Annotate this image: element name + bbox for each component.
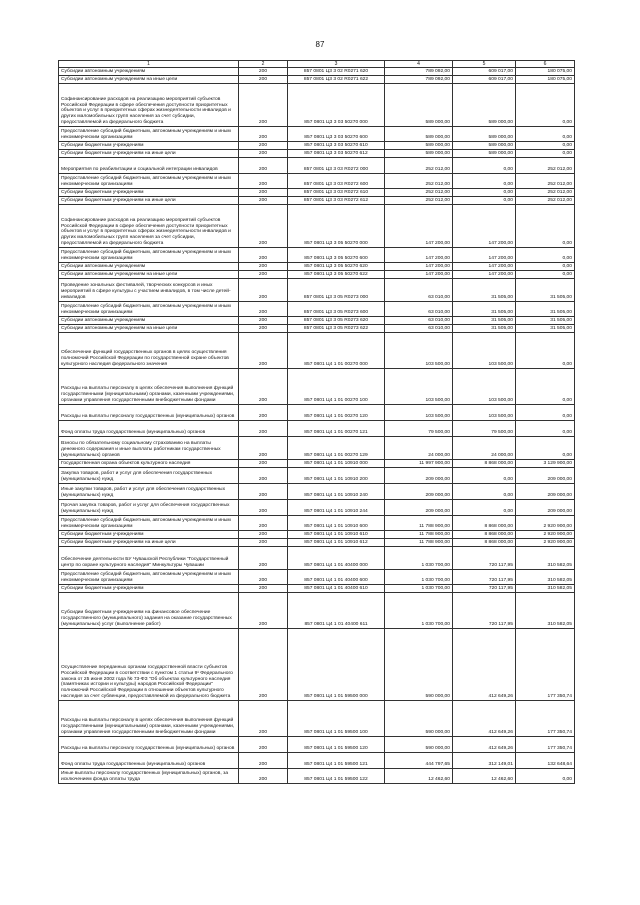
line-code-cell: 200 <box>239 585 288 593</box>
classification-code-cell: 857 0801 Ц3 3 03 50270 612 <box>288 150 385 158</box>
table-row <box>59 468 575 484</box>
table-row <box>59 271 575 279</box>
unexecuted-amount-cell: 132 648,64 <box>516 753 575 769</box>
unexecuted-amount-cell: 0,00 <box>516 142 575 150</box>
line-code-cell: 200 <box>239 142 288 150</box>
executed-amount-cell: 8 868 000,00 <box>453 460 516 468</box>
unexecuted-amount-cell: 0,00 <box>516 333 575 369</box>
unexecuted-amount-cell: 0,00 <box>516 421 575 437</box>
budget-execution-table <box>58 60 575 784</box>
classification-code-cell: 857 0801 Ц3 3 03 R0272 000 <box>288 158 385 174</box>
classification-code-cell: 857 0801 Ц4 1 01 59500 100 <box>288 701 385 737</box>
approved-amount-cell: 24 000,00 <box>385 437 453 460</box>
unexecuted-amount-cell: 0,00 <box>516 263 575 271</box>
approved-amount-cell: 12 462,60 <box>385 769 453 784</box>
table-row <box>59 84 575 127</box>
table-row <box>59 205 575 248</box>
executed-amount-cell: 0,00 <box>453 500 516 516</box>
expense-name-cell: Субсидии автономным учреждениям на иные цели <box>59 271 239 279</box>
table-row <box>59 76 575 84</box>
expense-name-cell: Иные закупки товаров, работ и услуг для обеспечения государственных (муниципальных) нужд <box>59 484 239 500</box>
classification-code-cell: 857 0801 Ц4 1 01 10910 610 <box>288 531 385 539</box>
expense-name-cell: Проведение зональных фестивалей, творческих конкурсов и иных мероприятий в сфере культуры с участием инвалидов, в том числе детей-инвалидов <box>59 279 239 302</box>
unexecuted-amount-cell: 2 920 900,00 <box>516 516 575 531</box>
classification-code-cell: 857 0801 Ц3 3 05 R0273 622 <box>288 325 385 333</box>
line-code-cell: 200 <box>239 468 288 484</box>
line-code-cell: 200 <box>239 189 288 197</box>
executed-amount-cell: 0,00 <box>453 174 516 189</box>
unexecuted-amount-cell: 31 505,00 <box>516 325 575 333</box>
table-row <box>59 753 575 769</box>
line-code-cell: 200 <box>239 516 288 531</box>
unexecuted-amount-cell: 209 000,00 <box>516 468 575 484</box>
approved-amount-cell: 11 788 900,00 <box>385 516 453 531</box>
executed-amount-cell: 0,00 <box>453 189 516 197</box>
unexecuted-amount-cell: 0,00 <box>516 271 575 279</box>
expense-name-cell: Субсидии бюджетным учреждениям <box>59 585 239 593</box>
expense-name-cell: Обеспечение деятельности БУ Чувашской Республики "Государственный центр по охране культурного наследия" Минкультуры Чувашии <box>59 547 239 570</box>
classification-code-cell: 857 0801 Ц3 3 03 R0272 600 <box>288 174 385 189</box>
line-code-cell: 200 <box>239 197 288 205</box>
column-number: 1 <box>59 61 239 68</box>
approved-amount-cell: 589 000,00 <box>385 142 453 150</box>
executed-amount-cell: 147 200,00 <box>453 205 516 248</box>
table-row <box>59 769 575 784</box>
executed-amount-cell: 147 200,00 <box>453 248 516 263</box>
executed-amount-cell: 103 500,00 <box>453 369 516 405</box>
executed-amount-cell: 720 117,95 <box>453 585 516 593</box>
table-row <box>59 460 575 468</box>
approved-amount-cell: 589 000,00 <box>385 150 453 158</box>
table-row <box>59 317 575 325</box>
executed-amount-cell: 412 649,26 <box>453 701 516 737</box>
unexecuted-amount-cell: 310 582,05 <box>516 547 575 570</box>
line-code-cell: 200 <box>239 84 288 127</box>
approved-amount-cell: 1 030 700,00 <box>385 593 453 629</box>
table-row <box>59 68 575 76</box>
unexecuted-amount-cell: 252 012,00 <box>516 158 575 174</box>
classification-code-cell: 857 0801 Ц3 3 05 R0273 600 <box>288 302 385 317</box>
unexecuted-amount-cell: 31 505,00 <box>516 302 575 317</box>
classification-code-cell: 857 0801 Ц4 1 01 10910 600 <box>288 516 385 531</box>
unexecuted-amount-cell: 0,00 <box>516 150 575 158</box>
expense-name-cell: Обеспечение функций государственных органов в целях осуществления полномочий Российской Федерации по государственной охране объектов культурного наследия федерального значения <box>59 333 239 369</box>
classification-code-cell: 857 0801 Ц3 3 03 R0272 612 <box>288 197 385 205</box>
approved-amount-cell: 444 797,65 <box>385 753 453 769</box>
classification-code-cell: 857 0801 Ц3 3 05 50270 620 <box>288 263 385 271</box>
line-code-cell: 200 <box>239 570 288 585</box>
table-row <box>59 421 575 437</box>
approved-amount-cell: 252 012,00 <box>385 174 453 189</box>
approved-amount-cell: 147 200,00 <box>385 248 453 263</box>
expense-name-cell: Осуществление переданных органам государственной власти субъектов Российской Федерации в соответствии с пунктом 1 статьи 9¹ Федерального закона от 25 июня 2002 года № 73-ФЗ "Об объектах культурного наследия (памятниках истории и культуры) народов Российской Федерации" полномочий Российской Федерации в отношении объектов культурного наследия за счет субвенции, предоставляемой из федерального бюджета <box>59 629 239 701</box>
expense-name-cell: Субсидии бюджетным учреждениям <box>59 142 239 150</box>
expense-name-cell: Фонд оплаты труда государственных (муниципальных) органов <box>59 753 239 769</box>
executed-amount-cell: 609 017,00 <box>453 68 516 76</box>
approved-amount-cell: 590 000,00 <box>385 629 453 701</box>
line-code-cell: 200 <box>239 460 288 468</box>
approved-amount-cell: 63 010,00 <box>385 279 453 302</box>
unexecuted-amount-cell: 177 350,74 <box>516 737 575 753</box>
unexecuted-amount-cell: 310 582,05 <box>516 593 575 629</box>
classification-code-cell: 857 0801 Ц3 3 05 50270 622 <box>288 271 385 279</box>
expense-name-cell: Иные выплаты персоналу государственных (муниципальных) органов, за исключением фонда оплаты труда <box>59 769 239 784</box>
classification-code-cell: 857 0801 Ц4 1 01 59500 122 <box>288 769 385 784</box>
classification-code-cell: 857 0801 Ц3 3 02 R0271 622 <box>288 76 385 84</box>
executed-amount-cell: 103 500,00 <box>453 405 516 421</box>
column-number: 4 <box>385 61 453 68</box>
executed-amount-cell: 8 868 000,00 <box>453 516 516 531</box>
approved-amount-cell: 11 788 900,00 <box>385 539 453 547</box>
unexecuted-amount-cell: 252 012,00 <box>516 174 575 189</box>
page-number: 87 <box>315 40 325 49</box>
unexecuted-amount-cell: 0,00 <box>516 369 575 405</box>
expense-name-cell: Софинансирование расходов на реализацию мероприятий субъектов Российской Федерации в сфере обеспечения доступности приоритетных объектов и услуг в приоритетных сферах жизнедеятельности инвалидов и других маломобильных групп населения за счет субсидии, предоставляемой из федерального бюджета <box>59 205 239 248</box>
unexecuted-amount-cell: 31 505,00 <box>516 279 575 302</box>
expense-name-cell: Прочая закупка товаров, работ и услуг для обеспечения государственных (муниципальных) нужд <box>59 500 239 516</box>
line-code-cell: 200 <box>239 531 288 539</box>
classification-code-cell: 857 0801 Ц4 1 01 59500 121 <box>288 753 385 769</box>
table-row <box>59 150 575 158</box>
classification-code-cell: 857 0801 Ц3 3 03 R0272 610 <box>288 189 385 197</box>
executed-amount-cell: 103 500,00 <box>453 333 516 369</box>
classification-code-cell: 857 0801 Ц3 3 05 50270 600 <box>288 248 385 263</box>
executed-amount-cell: 31 505,00 <box>453 302 516 317</box>
line-code-cell: 200 <box>239 539 288 547</box>
line-code-cell: 200 <box>239 68 288 76</box>
line-code-cell: 200 <box>239 369 288 405</box>
expense-name-cell: Предоставление субсидий бюджетным, автономным учреждениям и иным некоммерческим организациям <box>59 570 239 585</box>
executed-amount-cell: 0,00 <box>453 484 516 500</box>
table-row <box>59 484 575 500</box>
executed-amount-cell: 589 000,00 <box>453 84 516 127</box>
table-row <box>59 174 575 189</box>
line-code-cell: 200 <box>239 500 288 516</box>
expense-name-cell: Государственная охрана объектов культурного наследия <box>59 460 239 468</box>
line-code-cell: 200 <box>239 158 288 174</box>
executed-amount-cell: 12 462,60 <box>453 769 516 784</box>
expense-name-cell: Субсидии автономным учреждениям на иные цели <box>59 325 239 333</box>
line-code-cell: 200 <box>239 205 288 248</box>
approved-amount-cell: 11 788 900,00 <box>385 531 453 539</box>
expense-name-cell: Мероприятия по реабилитации и социальной интеграции инвалидов <box>59 158 239 174</box>
expense-name-cell: Расходы на выплаты персоналу государственных (муниципальных) органов <box>59 405 239 421</box>
line-code-cell: 200 <box>239 547 288 570</box>
line-code-cell: 200 <box>239 76 288 84</box>
approved-amount-cell: 63 010,00 <box>385 317 453 325</box>
executed-amount-cell: 8 868 000,00 <box>453 539 516 547</box>
approved-amount-cell: 147 200,00 <box>385 263 453 271</box>
approved-amount-cell: 589 000,00 <box>385 127 453 142</box>
expense-name-cell: Предоставление субсидий бюджетным, автономным учреждениям и иным некоммерческим организациям <box>59 248 239 263</box>
line-code-cell: 200 <box>239 279 288 302</box>
line-code-cell: 200 <box>239 484 288 500</box>
line-code-cell: 200 <box>239 701 288 737</box>
expense-name-cell: Субсидии бюджетным учреждениям на финансовое обеспечение государственного (муниципального) задания на оказание государственных (муниципальных) услуг (выполнение работ) <box>59 593 239 629</box>
line-code-cell: 200 <box>239 629 288 701</box>
executed-amount-cell: 412 649,26 <box>453 737 516 753</box>
approved-amount-cell: 103 500,00 <box>385 369 453 405</box>
classification-code-cell: 857 0801 Ц4 1 01 00270 000 <box>288 333 385 369</box>
executed-amount-cell: 79 500,00 <box>453 421 516 437</box>
unexecuted-amount-cell: 0,00 <box>516 437 575 460</box>
expense-name-cell: Предоставление субсидий бюджетным, автономным учреждениям и иным некоммерческим организациям <box>59 302 239 317</box>
approved-amount-cell: 147 200,00 <box>385 205 453 248</box>
table-row <box>59 248 575 263</box>
table-row <box>59 263 575 271</box>
classification-code-cell: 857 0801 Ц4 1 01 00270 100 <box>288 369 385 405</box>
line-code-cell: 200 <box>239 421 288 437</box>
approved-amount-cell: 252 012,00 <box>385 197 453 205</box>
line-code-cell: 200 <box>239 271 288 279</box>
line-code-cell: 200 <box>239 317 288 325</box>
table-row <box>59 127 575 142</box>
expense-name-cell: Субсидии автономным учреждениям на иные цели <box>59 76 239 84</box>
line-code-cell: 200 <box>239 263 288 271</box>
unexecuted-amount-cell: 180 075,00 <box>516 76 575 84</box>
executed-amount-cell: 0,00 <box>453 158 516 174</box>
approved-amount-cell: 1 030 700,00 <box>385 585 453 593</box>
classification-code-cell: 857 0801 Ц3 3 03 50270 000 <box>288 84 385 127</box>
executed-amount-cell: 589 000,00 <box>453 127 516 142</box>
line-code-cell: 200 <box>239 325 288 333</box>
classification-code-cell: 857 0801 Ц3 3 03 50270 610 <box>288 142 385 150</box>
unexecuted-amount-cell: 0,00 <box>516 769 575 784</box>
executed-amount-cell: 312 149,01 <box>453 753 516 769</box>
executed-amount-cell: 31 505,00 <box>453 325 516 333</box>
expense-name-cell: Субсидии бюджетным учреждениям на иные цели <box>59 197 239 205</box>
unexecuted-amount-cell: 0,00 <box>516 205 575 248</box>
column-number: 2 <box>239 61 288 68</box>
classification-code-cell: 857 0801 Ц3 3 05 R0273 000 <box>288 279 385 302</box>
table-row <box>59 629 575 701</box>
expense-name-cell: Взносы по обязательному социальному страхованию на выплаты денежного содержания и иные выплаты работникам государственных (муниципальных) органов <box>59 437 239 460</box>
column-number-row <box>59 61 575 68</box>
expense-name-cell: Субсидии бюджетным учреждениям <box>59 531 239 539</box>
approved-amount-cell: 209 000,00 <box>385 484 453 500</box>
table-row <box>59 142 575 150</box>
table-row <box>59 279 575 302</box>
expense-name-cell: Расходы на выплаты персоналу в целях обеспечения выполнения функций государственными (муниципальными) органами, казенными учреждениями, органами управления государственными внебюджетными фондами <box>59 701 239 737</box>
expense-name-cell: Закупка товаров, работ и услуг для обеспечения государственных (муниципальных) нужд <box>59 468 239 484</box>
unexecuted-amount-cell: 209 000,00 <box>516 500 575 516</box>
classification-code-cell: 857 0801 Ц4 1 01 10910 612 <box>288 539 385 547</box>
classification-code-cell: 857 0801 Ц4 1 01 59500 120 <box>288 737 385 753</box>
table-row <box>59 333 575 369</box>
classification-code-cell: 857 0801 Ц4 1 01 00270 120 <box>288 405 385 421</box>
line-code-cell: 200 <box>239 302 288 317</box>
executed-amount-cell: 589 000,00 <box>453 150 516 158</box>
classification-code-cell: 857 0801 Ц3 3 02 R0271 620 <box>288 68 385 76</box>
unexecuted-amount-cell: 252 012,00 <box>516 189 575 197</box>
table-row <box>59 531 575 539</box>
table-row <box>59 500 575 516</box>
unexecuted-amount-cell: 0,00 <box>516 127 575 142</box>
expense-name-cell: Предоставление субсидий бюджетным, автономным учреждениям и иным некоммерческим организациям <box>59 127 239 142</box>
executed-amount-cell: 0,00 <box>453 197 516 205</box>
table-row <box>59 585 575 593</box>
approved-amount-cell: 789 092,00 <box>385 68 453 76</box>
approved-amount-cell: 63 010,00 <box>385 302 453 317</box>
executed-amount-cell: 720 117,95 <box>453 547 516 570</box>
classification-code-cell: 857 0801 Ц4 1 01 40400 610 <box>288 585 385 593</box>
line-code-cell: 200 <box>239 753 288 769</box>
classification-code-cell: 857 0801 Ц4 1 01 10910 200 <box>288 468 385 484</box>
unexecuted-amount-cell: 310 582,05 <box>516 585 575 593</box>
unexecuted-amount-cell: 31 505,00 <box>516 317 575 325</box>
line-code-cell: 200 <box>239 405 288 421</box>
expense-name-cell: Предоставление субсидий бюджетным, автономным учреждениям и иным некоммерческим организациям <box>59 174 239 189</box>
expense-name-cell: Субсидии бюджетным учреждениям <box>59 189 239 197</box>
approved-amount-cell: 590 000,00 <box>385 701 453 737</box>
executed-amount-cell: 31 505,00 <box>453 279 516 302</box>
table-row <box>59 547 575 570</box>
unexecuted-amount-cell: 2 920 900,00 <box>516 539 575 547</box>
expense-name-cell: Субсидии бюджетным учреждениям на иные цели <box>59 539 239 547</box>
approved-amount-cell: 252 012,00 <box>385 189 453 197</box>
classification-code-cell: 857 0801 Ц4 1 01 40400 000 <box>288 547 385 570</box>
unexecuted-amount-cell: 0,00 <box>516 84 575 127</box>
table-row <box>59 158 575 174</box>
executed-amount-cell: 609 017,00 <box>453 76 516 84</box>
approved-amount-cell: 590 000,00 <box>385 737 453 753</box>
expense-name-cell: Субсидии бюджетным учреждениям на иные цели <box>59 150 239 158</box>
line-code-cell: 200 <box>239 150 288 158</box>
expense-name-cell: Расходы на выплаты персоналу в целях обеспечения выполнения функций государственными (муниципальными) органами, казенными учреждениями, органами управления государственными внебюджетными фондами <box>59 369 239 405</box>
executed-amount-cell: 24 000,00 <box>453 437 516 460</box>
classification-code-cell: 857 0801 Ц3 3 03 50270 600 <box>288 127 385 142</box>
classification-code-cell: 857 0801 Ц3 3 05 50270 000 <box>288 205 385 248</box>
table-row <box>59 437 575 460</box>
classification-code-cell: 857 0801 Ц4 1 01 10910 240 <box>288 484 385 500</box>
table-row <box>59 189 575 197</box>
classification-code-cell: 857 0801 Ц4 1 01 10910 244 <box>288 500 385 516</box>
line-code-cell: 200 <box>239 333 288 369</box>
unexecuted-amount-cell: 252 012,00 <box>516 197 575 205</box>
table-row <box>59 369 575 405</box>
approved-amount-cell: 789 092,00 <box>385 76 453 84</box>
expense-name-cell: Субсидии автономным учреждениям <box>59 263 239 271</box>
line-code-cell: 200 <box>239 248 288 263</box>
table-row <box>59 516 575 531</box>
table-row <box>59 539 575 547</box>
approved-amount-cell: 589 000,00 <box>385 84 453 127</box>
approved-amount-cell: 11 997 900,00 <box>385 460 453 468</box>
expense-name-cell: Субсидии автономным учреждениям <box>59 68 239 76</box>
classification-code-cell: 857 0801 Ц4 1 01 00270 129 <box>288 437 385 460</box>
unexecuted-amount-cell: 177 350,74 <box>516 701 575 737</box>
unexecuted-amount-cell: 180 075,00 <box>516 68 575 76</box>
line-code-cell: 200 <box>239 737 288 753</box>
unexecuted-amount-cell: 209 000,00 <box>516 484 575 500</box>
expense-name-cell: Софинансирование расходов на реализацию мероприятий субъектов Российской Федерации в сфере обеспечения доступности приоритетных объектов и услуг в приоритетных сферах жизнедеятельности инвалидов и других маломобильных групп населения за счет субсидии, предоставляемой из федерального бюджета <box>59 84 239 127</box>
column-number: 3 <box>288 61 385 68</box>
approved-amount-cell: 252 012,00 <box>385 158 453 174</box>
classification-code-cell: 857 0801 Ц4 1 01 10910 000 <box>288 460 385 468</box>
expense-name-cell: Предоставление субсидий бюджетным, автономным учреждениям и иным некоммерческим организациям <box>59 516 239 531</box>
unexecuted-amount-cell: 3 129 900,00 <box>516 460 575 468</box>
line-code-cell: 200 <box>239 437 288 460</box>
approved-amount-cell: 63 010,00 <box>385 325 453 333</box>
approved-amount-cell: 79 500,00 <box>385 421 453 437</box>
executed-amount-cell: 8 868 000,00 <box>453 531 516 539</box>
executed-amount-cell: 31 505,00 <box>453 317 516 325</box>
approved-amount-cell: 103 500,00 <box>385 333 453 369</box>
executed-amount-cell: 412 649,26 <box>453 629 516 701</box>
classification-code-cell: 857 0801 Ц4 1 01 40400 611 <box>288 593 385 629</box>
approved-amount-cell: 147 200,00 <box>385 271 453 279</box>
table-row <box>59 197 575 205</box>
unexecuted-amount-cell: 2 920 900,00 <box>516 531 575 539</box>
line-code-cell: 200 <box>239 769 288 784</box>
executed-amount-cell: 147 200,00 <box>453 263 516 271</box>
expense-name-cell: Субсидии автономным учреждениям <box>59 317 239 325</box>
unexecuted-amount-cell: 310 582,05 <box>516 570 575 585</box>
column-number: 5 <box>453 61 516 68</box>
table-row <box>59 405 575 421</box>
line-code-cell: 200 <box>239 593 288 629</box>
approved-amount-cell: 103 500,00 <box>385 405 453 421</box>
table-row <box>59 325 575 333</box>
executed-amount-cell: 720 117,95 <box>453 593 516 629</box>
unexecuted-amount-cell: 0,00 <box>516 248 575 263</box>
classification-code-cell: 857 0801 Ц3 3 05 R0273 620 <box>288 317 385 325</box>
approved-amount-cell: 209 000,00 <box>385 468 453 484</box>
table-row <box>59 701 575 737</box>
approved-amount-cell: 209 000,00 <box>385 500 453 516</box>
classification-code-cell: 857 0801 Ц4 1 01 00270 121 <box>288 421 385 437</box>
executed-amount-cell: 589 000,00 <box>453 142 516 150</box>
executed-amount-cell: 0,00 <box>453 468 516 484</box>
column-number: 6 <box>516 61 575 68</box>
executed-amount-cell: 720 117,95 <box>453 570 516 585</box>
table-row <box>59 302 575 317</box>
table-row <box>59 593 575 629</box>
approved-amount-cell: 1 030 700,00 <box>385 547 453 570</box>
unexecuted-amount-cell: 177 350,74 <box>516 629 575 701</box>
executed-amount-cell: 147 200,00 <box>453 271 516 279</box>
expense-name-cell: Фонд оплаты труда государственных (муниципальных) органов <box>59 421 239 437</box>
line-code-cell: 200 <box>239 127 288 142</box>
approved-amount-cell: 1 030 700,00 <box>385 570 453 585</box>
table-row <box>59 570 575 585</box>
table-row <box>59 737 575 753</box>
expense-name-cell: Расходы на выплаты персоналу государственных (муниципальных) органов <box>59 737 239 753</box>
classification-code-cell: 857 0801 Ц4 1 01 40400 600 <box>288 570 385 585</box>
classification-code-cell: 857 0801 Ц4 1 01 59500 000 <box>288 629 385 701</box>
unexecuted-amount-cell: 0,00 <box>516 405 575 421</box>
line-code-cell: 200 <box>239 174 288 189</box>
